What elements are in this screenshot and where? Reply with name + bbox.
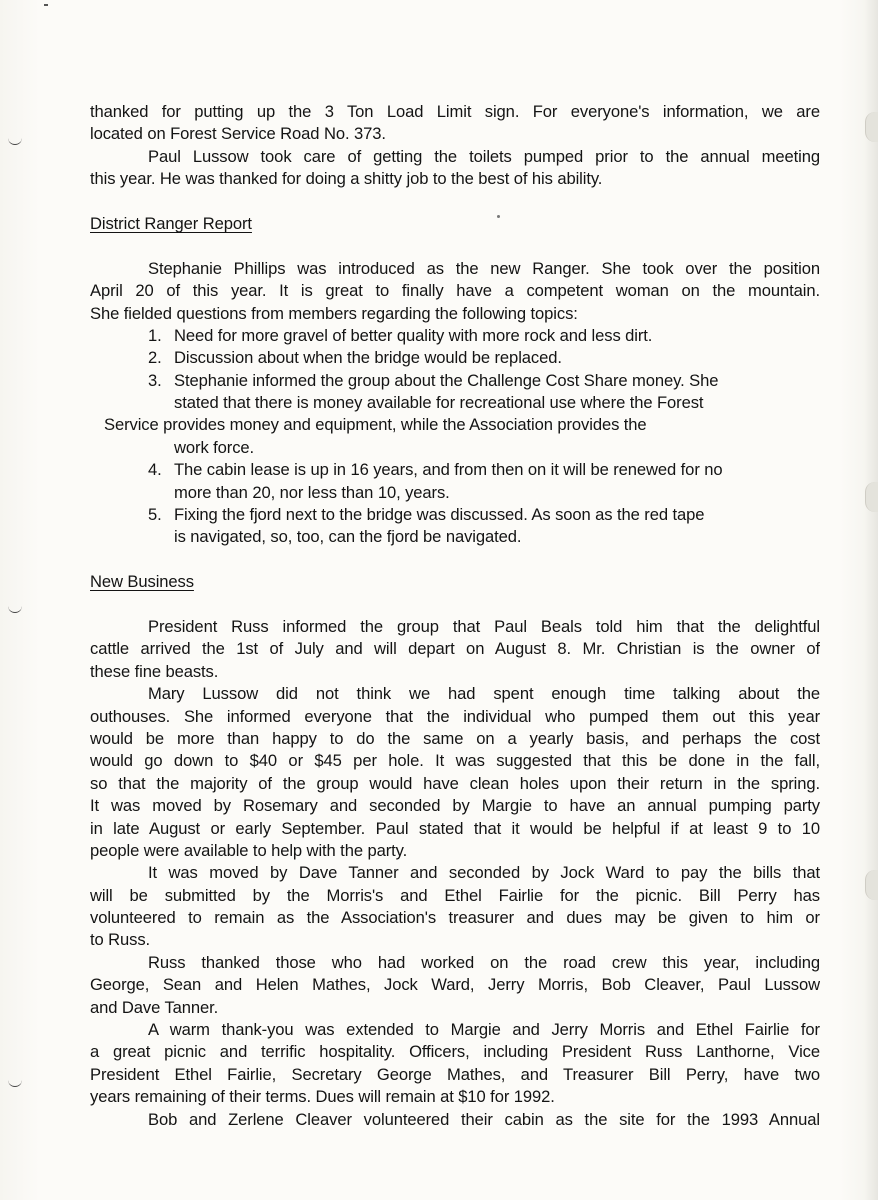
paragraph-line: Mary Lussow did not think we had spent enough time talking about the (148, 684, 820, 704)
list-number: 5. (148, 505, 162, 525)
list-item-text: Need for more gravel of better quality with more rock and less dirt. (174, 325, 653, 345)
binder-hole (865, 112, 878, 142)
paragraph-line: It was moved by Rosemary and seconded by Margie to have an annual pumping party (90, 796, 820, 816)
section-heading-new-business: New Business (90, 572, 194, 592)
document-body (90, 101, 820, 1131)
binder-hole (865, 870, 878, 900)
list-item (90, 370, 820, 392)
paragraph-line: George, Sean and Helen Mathes, Jock Ward, Jerry Morris, Bob Cleaver, Paul Lussow (90, 975, 820, 995)
paragraph-line: volunteered to remain as the Association's treasurer and dues may be given to him or (90, 908, 820, 928)
paragraph-line: and Dave Tanner. (90, 997, 219, 1017)
list-item (90, 347, 820, 369)
list-item-text: The cabin lease is up in 16 years, and from then on it will be renewed for no (174, 460, 723, 480)
paragraph-line: would be more than happy to do the same on a yearly basis, and perhaps the cost (90, 728, 820, 748)
list-item-continuation: work force. (174, 437, 255, 457)
list-item-text: Discussion about when the bridge would be replaced. (174, 348, 562, 368)
list-number: 1. (148, 325, 162, 345)
paragraph-line: Stephanie Phillips was introduced as the new Ranger. She took over the position (148, 258, 820, 278)
paragraph-line: so that the majority of the group would have clean holes upon their return in the spring. (90, 773, 820, 793)
list-item-text: Stephanie informed the group about the Challenge Cost Share money. She (174, 370, 719, 390)
paragraph-line: outhouses. She informed everyone that the individual who pumped them out this year (90, 706, 820, 726)
list-item (90, 325, 820, 347)
paragraph-line: Bob and Zerlene Cleaver volunteered their cabin as the site for the 1993 Annual (148, 1109, 820, 1129)
binder-hole (865, 482, 878, 512)
list-item (90, 459, 820, 481)
paragraph-line: cattle arrived the 1st of July and will depart on August 8. Mr. Christian is the owner of (90, 639, 820, 659)
list-item-continuation: Service provides money and equipment, while the Association provides the (104, 415, 647, 435)
scan-speck (44, 4, 48, 6)
paragraph-line: Paul Lussow took care of getting the toilets pumped prior to the annual meeting (148, 146, 820, 166)
paragraph-line: would go down to $40 or $45 per hole. It was suggested that this be done in the fall, (90, 751, 820, 771)
paragraph-line: to Russ. (90, 930, 151, 950)
paragraph-line: years remaining of their terms. Dues will remain at $10 for 1992. (90, 1087, 555, 1107)
list-item-continuation: more than 20, nor less than 10, years. (174, 482, 450, 502)
paragraph-line: President Ethel Fairlie, Secretary George Mathes, and Treasurer Bill Perry, have two (90, 1064, 820, 1084)
paragraph-line: thanked for putting up the 3 Ton Load Limit sign. For everyone's information, we are (90, 102, 820, 121)
paragraph-line: April 20 of this year. It is great to finally have a competent woman on the mountain. (90, 281, 820, 301)
list-number: 2. (148, 348, 162, 368)
paragraph-line: a great picnic and terrific hospitality. Officers, including President Russ Lanthorne, Vice (90, 1042, 820, 1062)
paragraph-line: She fielded questions from members regarding the following topics: (90, 303, 578, 323)
section-heading-district-ranger-report: District Ranger Report (90, 213, 252, 233)
page-edge-shadow (864, 0, 878, 1200)
paragraph-line: President Russ informed the group that Paul Beals told him that the delightful (148, 616, 820, 636)
paragraph-line: people were available to help with the party. (90, 840, 408, 860)
paragraph-line: A warm thank-you was extended to Margie and Jerry Morris and Ethel Fairlie for (148, 1020, 820, 1040)
list-item-continuation: stated that there is money available for recreational use where the Forest (174, 393, 704, 413)
list-item-text: Fixing the fjord next to the bridge was discussed. As soon as the red tape (174, 505, 705, 525)
paragraph-line: Russ thanked those who had worked on the road crew this year, including (148, 952, 820, 972)
paragraph-line: in late August or early September. Paul stated that it would be helpful if at least 9 to 10 (90, 818, 820, 838)
paragraph-line: will be submitted by the Morris's and Ethel Fairlie for the picnic. Bill Perry has (90, 885, 820, 905)
list-item-continuation: is navigated, so, too, can the fjord be navigated. (174, 527, 522, 547)
paragraph-line: located on Forest Service Road No. 373. (90, 124, 386, 144)
list-number: 3. (148, 370, 162, 390)
list-item (90, 504, 820, 526)
paragraph-line: this year. He was thanked for doing a shitty job to the best of his ability. (90, 169, 603, 189)
paragraph-line: It was moved by Dave Tanner and seconded by Jock Ward to pay the bills that (148, 863, 820, 883)
paragraph-line: these fine beasts. (90, 661, 219, 681)
list-number: 4. (148, 460, 162, 480)
